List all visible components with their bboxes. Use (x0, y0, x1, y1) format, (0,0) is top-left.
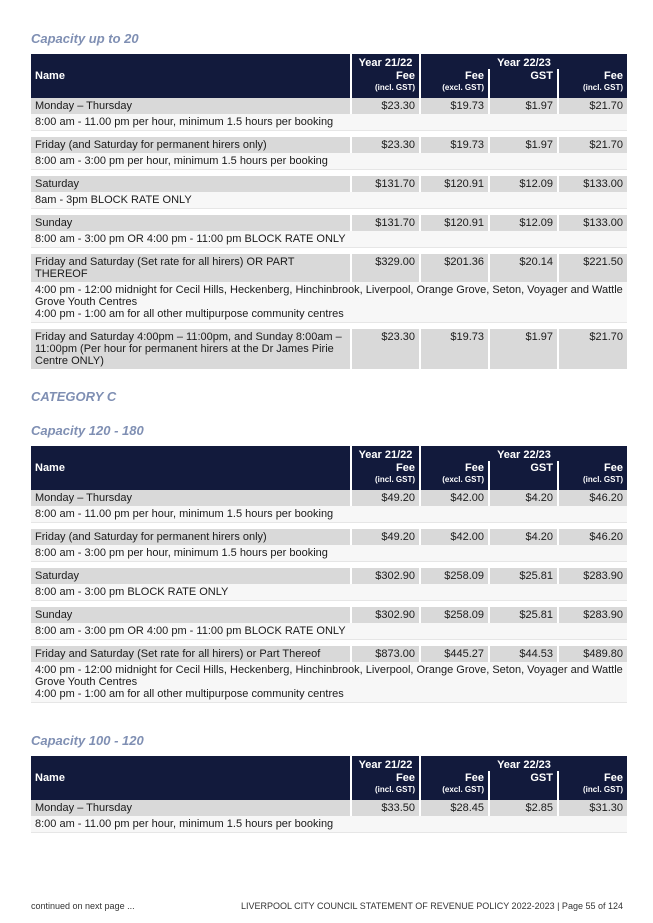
row-description (31, 584, 627, 601)
row-name: Saturday (31, 176, 350, 192)
column-header-year1: Year 21/22 (352, 756, 419, 771)
row-value: $131.70 (352, 176, 419, 192)
row-value: $46.20 (559, 529, 627, 545)
column-header-label: Fee (604, 462, 623, 474)
row-value: $31.30 (559, 800, 627, 816)
row-value: $120.91 (421, 176, 488, 192)
column-header-label: Fee (396, 772, 415, 784)
row-value: $49.20 (352, 529, 419, 545)
description-text: 8:00 am - 11.00 pm per hour, minimum 1.5 hours per booking (31, 114, 627, 131)
table-row (31, 490, 627, 506)
row-value: $133.00 (559, 176, 627, 192)
column-header-fee-incl (352, 69, 419, 98)
row-description (31, 623, 627, 640)
row-value: $302.90 (352, 607, 419, 623)
description-text: 8:00 am - 11.00 pm per hour, minimum 1.5 hours per booking (31, 816, 627, 833)
row-value: $19.73 (421, 137, 488, 153)
row-name: Friday (and Saturday for permanent hirers only) (31, 529, 350, 545)
column-header-sub: (incl. GST) (375, 83, 415, 92)
row-description (31, 153, 627, 170)
column-header-sub: (incl. GST) (375, 475, 415, 484)
column-header-label: Fee (396, 70, 415, 82)
row-value: $445.27 (421, 646, 488, 662)
row-name: Friday (and Saturday for permanent hirers only) (31, 137, 350, 153)
column-header-label: Fee (465, 70, 484, 82)
row-value: $258.09 (421, 607, 488, 623)
row-value: $42.00 (421, 529, 488, 545)
row-value: $201.36 (421, 254, 488, 282)
row-value: $23.30 (352, 137, 419, 153)
row-value: $283.90 (559, 607, 627, 623)
column-header-year2: Year 22/23 (421, 54, 627, 69)
row-value: $19.73 (421, 329, 488, 369)
row-value: $21.70 (559, 98, 627, 114)
section-heading: Capacity 100 - 120 (31, 733, 144, 748)
column-header-sub: (excl. GST) (442, 785, 484, 794)
table-row (31, 529, 627, 545)
column-header-label: Fee (465, 772, 484, 784)
row-value: $23.30 (352, 329, 419, 369)
row-value: $221.50 (559, 254, 627, 282)
row-name: Monday – Thursday (31, 98, 350, 114)
table-row (31, 176, 627, 192)
column-header-gst (490, 771, 557, 800)
row-description (31, 114, 627, 131)
row-value: $46.20 (559, 490, 627, 506)
table-row (31, 254, 627, 282)
row-name: Sunday (31, 607, 350, 623)
table-row (31, 568, 627, 584)
description-text: 8:00 am - 3:00 pm per hour, minimum 1.5 hours per booking (31, 153, 627, 170)
row-value: $21.70 (559, 329, 627, 369)
footer-continued: continued on next page ... (31, 901, 135, 911)
column-header-sub: (excl. GST) (442, 83, 484, 92)
column-header-label: GST (530, 462, 553, 474)
row-value: $20.14 (490, 254, 557, 282)
row-value: $19.73 (421, 98, 488, 114)
row-value: $1.97 (490, 137, 557, 153)
column-header-fee-excl (421, 771, 488, 800)
category-heading: CATEGORY C (31, 389, 117, 404)
row-description (31, 231, 627, 248)
row-name: Friday and Saturday 4:00pm – 11:00pm, and Sunday 8:00am – 11:00pm (Per hour for permanent hirers at the Dr James Pirie Centre ONLY) (31, 329, 350, 369)
column-header-sub: (excl. GST) (442, 475, 484, 484)
description-text: 8:00 am - 3:00 pm OR 4:00 pm - 11:00 pm BLOCK RATE ONLY (31, 231, 627, 248)
column-header-gst (490, 461, 557, 490)
description-text: 8:00 am - 3:00 pm BLOCK RATE ONLY (31, 584, 627, 601)
row-description (31, 192, 627, 209)
column-header-fee-incl (559, 771, 627, 800)
row-value: $49.20 (352, 490, 419, 506)
row-value: $329.00 (352, 254, 419, 282)
column-header-name: Name (31, 446, 350, 490)
row-value: $120.91 (421, 215, 488, 231)
column-header-fee-excl (421, 69, 488, 98)
row-value: $28.45 (421, 800, 488, 816)
column-header-name: Name (31, 756, 350, 800)
row-value: $25.81 (490, 607, 557, 623)
table-row (31, 646, 627, 662)
description-text: 8:00 am - 11.00 pm per hour, minimum 1.5 hours per booking (31, 506, 627, 523)
column-header-label: GST (530, 70, 553, 82)
row-value: $489.80 (559, 646, 627, 662)
column-header-fee-incl (559, 69, 627, 98)
description-text: 4:00 pm - 12:00 midnight for Cecil Hills, Heckenberg, Hinchinbrook, Liverpool, Orange Grove, Seton, Voyager and Wattle Grove Youth Centres 4:00 pm - 1:00 am for all other multipurpose community centres (31, 282, 627, 323)
row-value: $133.00 (559, 215, 627, 231)
row-description (31, 545, 627, 562)
column-header-sub: (incl. GST) (583, 475, 623, 484)
row-value: $2.85 (490, 800, 557, 816)
row-value: $25.81 (490, 568, 557, 584)
footer-title: LIVERPOOL CITY COUNCIL STATEMENT OF REVENUE POLICY 2022-2023 | Page 55 of 124 (241, 901, 623, 911)
row-value: $131.70 (352, 215, 419, 231)
row-value: $4.20 (490, 529, 557, 545)
column-header-fee-excl (421, 461, 488, 490)
row-description (31, 282, 627, 323)
description-text: 8:00 am - 3:00 pm per hour, minimum 1.5 hours per booking (31, 545, 627, 562)
column-header-label: Fee (604, 772, 623, 784)
row-value: $4.20 (490, 490, 557, 506)
row-value: $42.00 (421, 490, 488, 506)
description-text: 8:00 am - 3:00 pm OR 4:00 pm - 11:00 pm BLOCK RATE ONLY (31, 623, 627, 640)
row-value: $283.90 (559, 568, 627, 584)
column-header-label: GST (530, 772, 553, 784)
column-header-year2: Year 22/23 (421, 756, 627, 771)
table-row (31, 137, 627, 153)
row-name: Friday and Saturday (Set rate for all hirers) or Part Thereof (31, 646, 350, 662)
row-value: $12.09 (490, 176, 557, 192)
row-value: $302.90 (352, 568, 419, 584)
column-header-fee-incl (352, 771, 419, 800)
row-value: $1.97 (490, 98, 557, 114)
row-value: $873.00 (352, 646, 419, 662)
description-text: 8am - 3pm BLOCK RATE ONLY (31, 192, 627, 209)
table-row (31, 98, 627, 114)
section-heading: Capacity 120 - 180 (31, 423, 144, 438)
row-description (31, 816, 627, 833)
table-row (31, 215, 627, 231)
column-header-sub: (incl. GST) (583, 83, 623, 92)
column-header-label: Fee (604, 70, 623, 82)
section-heading: Capacity up to 20 (31, 31, 139, 46)
row-value: $44.53 (490, 646, 557, 662)
table-row (31, 607, 627, 623)
row-value: $21.70 (559, 137, 627, 153)
row-name: Saturday (31, 568, 350, 584)
column-header-fee-incl (559, 461, 627, 490)
column-header-name: Name (31, 54, 350, 98)
column-header-gst (490, 69, 557, 98)
column-header-label: Fee (396, 462, 415, 474)
table-header-row (31, 756, 627, 771)
column-header-year1: Year 21/22 (352, 446, 419, 461)
row-value: $12.09 (490, 215, 557, 231)
column-header-sub: (incl. GST) (583, 785, 623, 794)
row-value: $33.50 (352, 800, 419, 816)
row-value: $1.97 (490, 329, 557, 369)
row-description (31, 662, 627, 703)
column-header-label: Fee (465, 462, 484, 474)
row-name: Sunday (31, 215, 350, 231)
description-text: 4:00 pm - 12:00 midnight for Cecil Hills, Heckenberg, Hinchinbrook, Liverpool, Orange Grove, Seton, Voyager and Wattle Grove Youth Centres 4:00 pm - 1:00 am for all other multipurpose community centres (31, 662, 627, 703)
table-row (31, 800, 627, 816)
row-name: Monday – Thursday (31, 800, 350, 816)
fee-table (29, 756, 629, 833)
column-header-fee-incl (352, 461, 419, 490)
fee-table (29, 54, 629, 369)
row-name: Friday and Saturday (Set rate for all hirers) OR PART THEREOF (31, 254, 350, 282)
row-value: $23.30 (352, 98, 419, 114)
column-header-year2: Year 22/23 (421, 446, 627, 461)
row-value: $258.09 (421, 568, 488, 584)
column-header-sub: (incl. GST) (375, 785, 415, 794)
row-description (31, 506, 627, 523)
table-header-row (31, 446, 627, 461)
table-header-row (31, 54, 627, 69)
row-name: Monday – Thursday (31, 490, 350, 506)
fee-table (29, 446, 629, 703)
table-row (31, 329, 627, 369)
column-header-year1: Year 21/22 (352, 54, 419, 69)
